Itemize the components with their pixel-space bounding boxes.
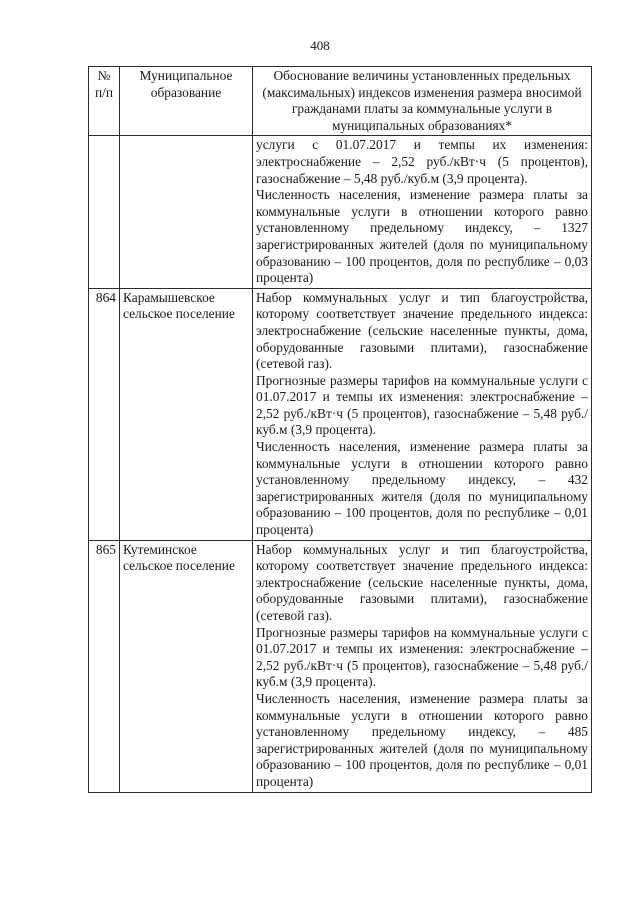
justification-paragraph: Численность населения, изменение размера платы за коммунальные услуги в отношении которого равно установленному предельному индексу, – 1327 зарегистрированных жителей (доля по муниципальному образованию – 100 процентов, доля по республике – 0,03 процента) (256, 187, 588, 286)
table-row (89, 136, 592, 288)
justification-paragraph: услуги с 01.07.2017 и темпы их изменения: электроснабжение – 2,52 руб./кВт·ч (5 процентов), газоснабжение – 5,48 руб./куб.м (3,9 процента). (256, 137, 588, 186)
row-municipality: Кутеминское сельское поселение (120, 540, 253, 792)
column-header-justification: Обоснование величины установленных предельных (максимальных) индексов изменения размера вносимой гражданами платы за коммунальные услуги в муниципальных образованиях* (253, 67, 592, 136)
table-row (89, 540, 592, 792)
page-number: 408 (310, 38, 330, 53)
row-number: 865 (89, 540, 120, 792)
table-header-row (89, 67, 592, 136)
row-justification (253, 540, 592, 792)
row-justification (253, 136, 592, 288)
row-number: 864 (89, 288, 120, 540)
justification-paragraph: Прогнозные размеры тарифов на коммунальные услуги с 01.07.2017 и темпы их изменения: электроснабжение – 2,52 руб./кВт·ч (5 процентов), газоснабжение – 5,48 руб./куб.м (3,9 процента). (256, 372, 588, 438)
justification-paragraph: Прогнозные размеры тарифов на коммунальные услуги с 01.07.2017 и темпы их изменения: электроснабжение – 2,52 руб./кВт·ч (5 процентов), газоснабжение – 5,48 руб./куб.м (3,9 процента). (256, 624, 588, 690)
justification-paragraph: Набор коммунальных услуг и тип благоустройства, которому соответствует значение предельного индекса: электроснабжение (сельские населенные пункты, дома, оборудованные газовыми плитами), газоснабжение (сетевой газ). (256, 541, 588, 623)
justification-paragraph: Численность населения, изменение размера платы за коммунальные услуги в отношении которого равно установленному предельному индексу, – 485 зарегистрированных жителей (доля по муниципальному образованию – 100 процентов, доля по республике – 0,01 процента) (256, 690, 588, 789)
row-number (89, 136, 120, 288)
justification-paragraph: Набор коммунальных услуг и тип благоустройства, которому соответствует значение предельного индекса: электроснабжение (сельские населенные пункты, дома, оборудованные газовыми плитами), газоснабжение (сетевой газ). (256, 289, 588, 372)
table-row (89, 288, 592, 540)
column-header-municipality: Муниципальное образование (120, 67, 253, 136)
tariff-index-table (88, 66, 592, 793)
row-justification (253, 288, 592, 540)
justification-paragraph: Численность населения, изменение размера платы за коммунальные услуги в отношении которого равно установленному предельному индексу, – 432 зарегистрированных жителя (доля по муниципальному образованию – 100 процентов, доля по республике – 0,01 процента) (256, 439, 588, 538)
row-municipality (120, 136, 253, 288)
row-municipality: Карамышевское сельское поселение (120, 288, 253, 540)
column-header-number: № п/п (89, 67, 120, 136)
